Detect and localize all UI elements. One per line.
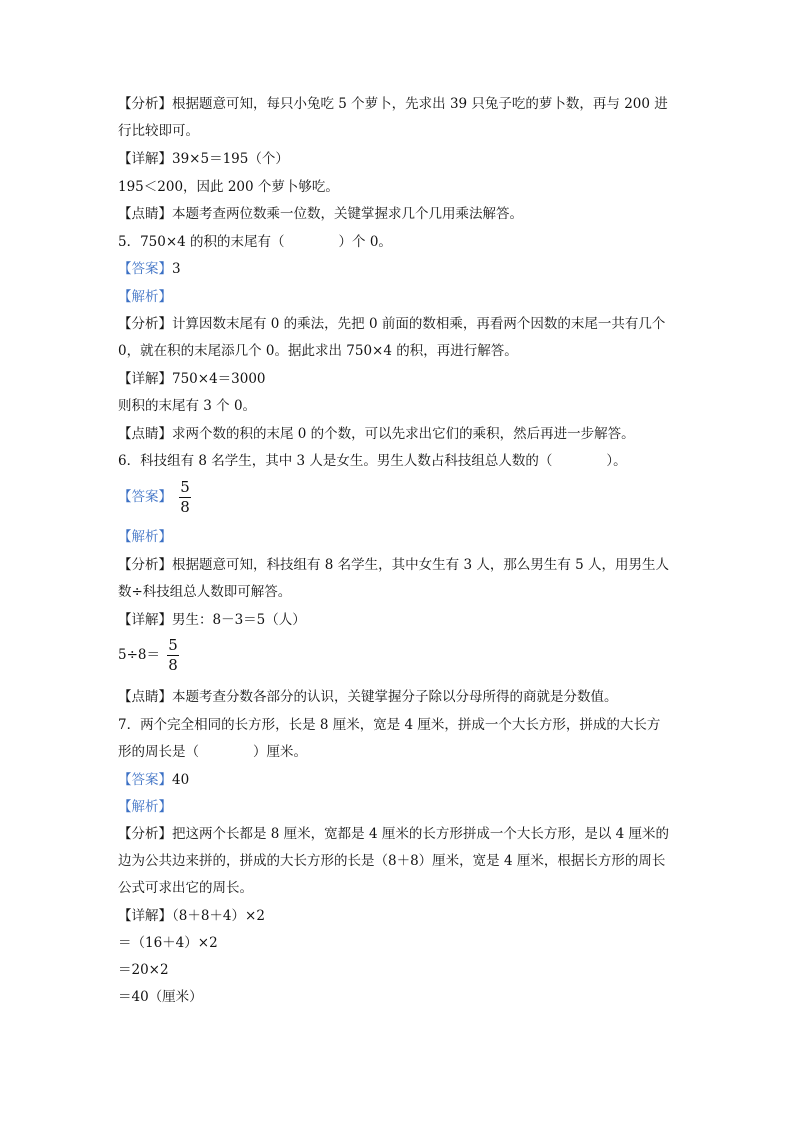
analysis-line: 0，就在积的末尾添几个 0。据此求出 750×4 的积，再进行解答。 [118,343,518,359]
answer-6 [118,478,192,517]
analysis-line: 边为公共边来拼的，拼成的大长方形的长是（8＋8）厘米，宽是 4 厘米，根据长方形的周长 [118,853,666,869]
answer-label: 【答案】 [118,772,172,788]
question-5: 5．750×4 的积的末尾有（ ）个 0。 [118,234,392,250]
answer-label: 【答案】 [118,489,172,505]
explanation-heading: 【解析】 [118,529,172,545]
question-7: 7．两个完全相同的长方形，长是 8 厘米，宽是 4 厘米，拼成一个大长方形，拼成的大长方 [118,717,661,733]
answer-label: 【答案】 [118,261,172,277]
detail-line: 【详解】（8＋8＋4）×2 [118,908,265,924]
fraction-denominator: 8 [180,498,190,516]
detail-line [118,636,180,675]
comment-line: 【点睛】求两个数的积的末尾 0 的个数，可以先求出它们的乘积，然后再进一步解答。 [118,426,635,442]
answer-fraction [178,478,192,517]
fraction-numerator: 5 [180,478,190,496]
detail-line: 则积的末尾有 3 个 0。 [118,398,257,414]
analysis-line: 行比较即可。 [118,123,199,139]
answer-5 [118,260,181,278]
detail-line: 195＜200，因此 200 个萝卜够吃。 [118,179,339,195]
fraction-numerator: 5 [168,636,178,654]
fraction-denominator: 8 [168,656,178,674]
answer-value: 3 [172,261,181,277]
answer-7 [118,771,189,789]
detail-line: ＝（16＋4）×2 [118,935,218,951]
analysis-line: 【分析】计算因数末尾有 0 的乘法，先把 0 前面的数相乘，再看两个因数的末尾一共有几个 [118,316,666,332]
analysis-line: 【分析】根据题意可知，科技组有 8 名学生，其中女生有 3 人，那么男生有 5 人，用男生人 [118,557,670,573]
analysis-line: 【分析】把这两个长都是 8 厘米，宽都是 4 厘米的长方形拼成一个大长方形，是以 4 厘米的 [118,826,670,842]
analysis-line: 数÷科技组总人数即可解答。 [118,584,292,600]
detail-line: 【详解】39×5＝195（个） [118,151,289,167]
result-fraction [166,636,180,675]
detail-line: 【详解】750×4＝3000 [118,371,266,387]
analysis-line: 【分析】根据题意可知，每只小兔吃 5 个萝卜，先求出 39 只兔子吃的萝卜数，再与 200 进 [118,96,668,112]
comment-line: 【点睛】本题考查分数各部分的认识，关键掌握分子除以分母所得的商就是分数值。 [118,689,618,705]
explanation-heading: 【解析】 [118,799,172,815]
detail-line: ＝40（厘米） [118,989,203,1005]
answer-value: 40 [172,772,190,788]
analysis-line: 公式可求出它的周长。 [118,880,253,896]
question-7-cont: 形的周长是（ ）厘米。 [118,744,307,760]
question-6: 6．科技组有 8 名学生，其中 3 人是女生。男生人数占科技组总人数的（ ）。 [118,453,627,469]
detail-line: ＝20×2 [118,962,169,978]
detail-line: 【详解】男生：8－3＝5（人） [118,612,306,628]
explanation-heading: 【解析】 [118,289,172,305]
division-text: 5÷8＝ [118,647,160,663]
comment-line: 【点睛】本题考查两位数乘一位数，关键掌握求几个几用乘法解答。 [118,206,523,222]
